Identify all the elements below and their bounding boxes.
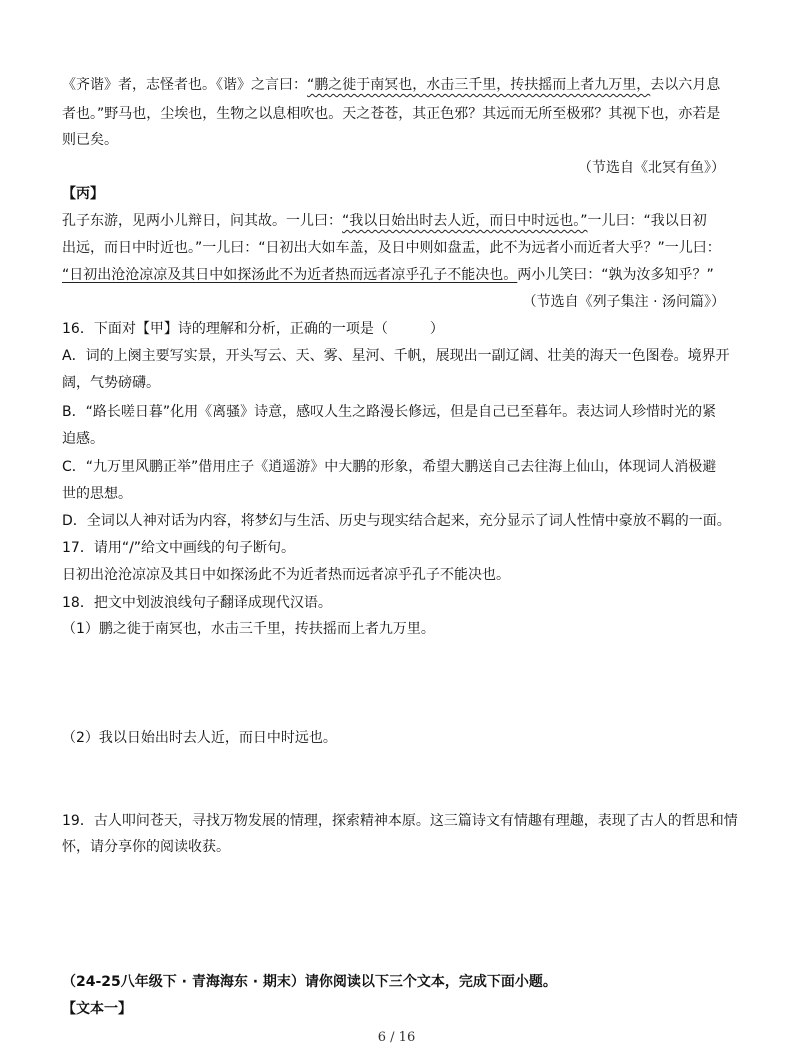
wavy-underlined-sentence-2: “我以日始出时去人近，而日中时远也。” <box>342 213 588 229</box>
passage-bing-line-2: 出远，而日中时近也。”一儿曰：“日初出大如车盖，及日中则如盘盂，此不为远者小而近者大乎？”一儿曰： <box>62 240 721 256</box>
question-16-option-a-line-1: A．词的上阕主要写实景，开头写云、天、雾、星河、千帆，展现出一副辽阔、壮美的海天一色图卷。境界开 <box>62 348 730 364</box>
passage-yi-source: （节选自《北冥有鱼》） <box>578 160 725 176</box>
next-section-heading: 【文本一】 <box>62 1001 132 1017</box>
section-heading-bing: 【丙】 <box>62 186 104 202</box>
wavy-underlined-sentence-1: “鹏之徙于南冥也，水击三千里，抟扶摇而上者九万里， <box>307 77 651 93</box>
question-16-option-a-line-2: 阔，气势磅礴。 <box>62 375 160 391</box>
question-17-stem: 17．请用“/”给文中画线的句子断句。 <box>62 540 296 556</box>
question-18-sentence-2: （2）我以日始出时去人近，而日中时远也。 <box>62 730 337 746</box>
passage-yi-line-3: 则已矣。 <box>62 132 118 148</box>
question-16-option-d: D．全词以人神对话为内容，将梦幻与生活、历史与现实结合起来，充分显示了词人性情中豪放不羁的一面。 <box>62 513 731 529</box>
question-16-option-b-line-2: 迫感。 <box>62 431 104 447</box>
passage-bing-source: （节选自《列子集注 · 汤问篇》） <box>522 294 725 310</box>
question-19-line-2: 怀，请分享你的阅读收获。 <box>62 839 230 855</box>
passage-bing-line-3: “日初出沧沧凉凉及其日中如探汤此不为近者热而远者凉乎孔子不能决也。两小儿笑曰：“孰为汝多知乎？” <box>62 267 714 283</box>
passage-bing-line-1: 孔子东游，见两小儿辩日，问其故。一儿曰：“我以日始出时去人近，而日中时远也。”一儿曰：“我以日初 <box>62 213 707 229</box>
question-16-option-c-line-1: C．“九万里风鹏正举”借用庄子《逍遥游》中大鹏的形象，希望大鹏送自己去往海上仙山，体现词人消极避 <box>62 459 717 475</box>
underlined-sentence: “日初出沧沧凉凉及其日中如探汤此不为近者热而远者凉乎孔子不能决也。 <box>62 267 518 283</box>
question-19-line-1: 19．古人叩问苍天，寻找万物发展的情理，探索精神本原。这三篇诗文有情趣有理趣，表现了古人的哲思和情 <box>62 813 738 829</box>
question-18-stem: 18．把文中划波浪线句子翻译成现代汉语。 <box>62 595 332 611</box>
passage-yi-line-1: 《齐谐》者，志怪者也。《谐》之言曰：“鹏之徙于南冥也，水击三千里，抟扶摇而上者九万里，去以六月息 <box>62 77 721 93</box>
question-16-option-b-line-1: B．“路长嗟日暮”化用《离骚》诗意，感叹人生之路漫长修远，但是自己已至暮年。表达词人珍惜时光的紧 <box>62 404 717 420</box>
question-17-text: 日初出沧沧凉凉及其日中如探汤此不为近者热而远者凉乎孔子不能决也。 <box>62 567 510 583</box>
next-section-intro: （24-25八年级下 · 青海海东 · 期末）请你阅读以下三个文本，完成下面小题。 <box>62 974 557 990</box>
page-number: 6 / 16 <box>377 1030 416 1045</box>
question-16-option-c-line-2: 世的思想。 <box>62 486 132 502</box>
question-16-stem: 16．下面对【甲】诗的理解和分析，正确的一项是（ ） <box>62 321 444 337</box>
question-18-sentence-1: （1）鹏之徙于南冥也，水击三千里，抟扶摇而上者九万里。 <box>62 621 435 637</box>
passage-yi-line-2: 者也。”野马也，尘埃也，生物之以息相吹也。天之苍苍，其正色邪？其远而无所至极邪？其视下也，亦若是 <box>62 106 721 122</box>
